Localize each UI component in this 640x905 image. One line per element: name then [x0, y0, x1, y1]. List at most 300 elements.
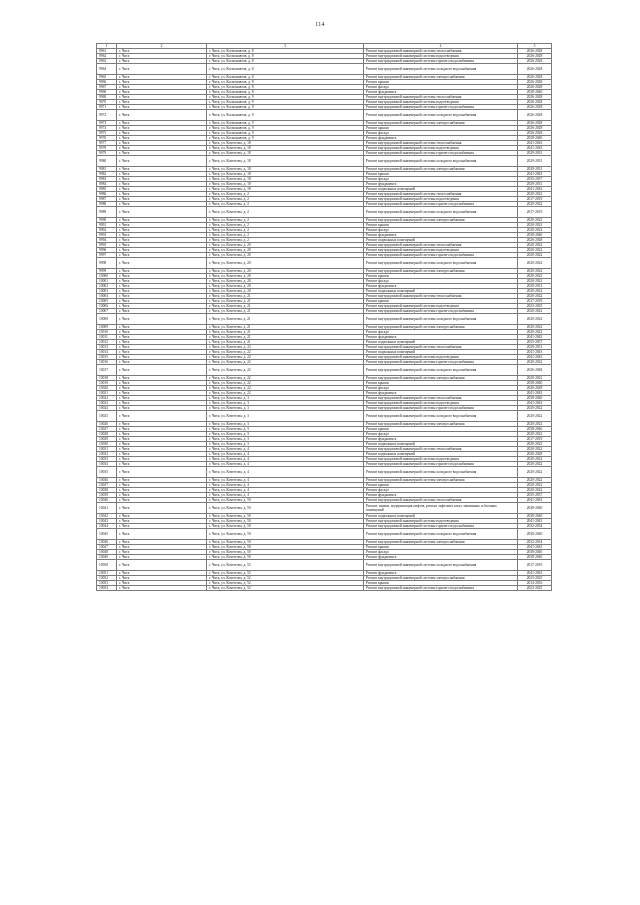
row-address: г. Чита, ул. Кочетгова, д. 2 — [207, 218, 364, 223]
row-locality: г. Чита — [117, 422, 207, 427]
row-locality: г. Чита — [117, 381, 207, 386]
row-term: 2020-2022 — [518, 202, 552, 207]
row-locality: г. Чита — [117, 85, 207, 90]
row-number: 10018 — [97, 376, 117, 381]
row-address: г. Чита, ул. Космонавтов, д. 9 — [207, 95, 364, 100]
row-term: 2020-2022 — [518, 192, 552, 197]
row-locality: г. Чита — [117, 325, 207, 330]
row-work-type: Ремонт фасада — [364, 177, 518, 182]
row-work-type: Ремонт подвальных помещений — [364, 187, 518, 192]
row-term: 2041-2043 — [518, 545, 552, 550]
row-work-type: Ремонт внутридомовой инженерной системы горячего водоснабжения — [364, 151, 518, 156]
row-locality: г. Чита — [117, 136, 207, 141]
row-address: г. Чита, ул. Кочетгова, д. 50 — [207, 545, 364, 550]
row-address: г. Чита, ул. Кочетгова, д. 18 — [207, 151, 364, 156]
row-number: 9983 — [97, 177, 117, 182]
row-number: 9992 — [97, 228, 117, 233]
row-term: 2041-2043 — [518, 498, 552, 503]
row-number: 10020 — [97, 386, 117, 391]
row-work-type: Ремонт внутридомовой инженерной системы водоотведения — [364, 355, 518, 360]
row-address: г. Чита, ул. Кочетгова, д. 2 — [207, 233, 364, 238]
row-work-type: Ремонт фасада — [364, 85, 518, 90]
row-work-type: Ремонт внутридомовой инженерной системы водоотведения — [364, 457, 518, 462]
row-number: 10000 — [97, 274, 117, 279]
row-locality: г. Чита — [117, 406, 207, 411]
row-address: г. Чита, ул. Космонавтов, д. 9 — [207, 136, 364, 141]
row-address: г. Чита, ул. Кочетгова, д. 20 — [207, 248, 364, 253]
row-address: г. Чита, ул. Кочетгова, д. 3 — [207, 396, 364, 401]
row-locality: г. Чита — [117, 218, 207, 223]
row-term: 2041-2043 — [518, 391, 552, 396]
row-address: г. Чита, ул. Кочетгова, д. 21 — [207, 314, 364, 325]
row-locality: г. Чита — [117, 503, 207, 514]
row-locality: г. Чита — [117, 238, 207, 243]
row-work-type: Ремонт фундамента — [364, 391, 518, 396]
row-number: 10011 — [97, 335, 117, 340]
row-work-type: Ремонт внутридомовой инженерной системы горячего водоснабжения — [364, 462, 518, 467]
row-number: 9984 — [97, 182, 117, 187]
row-number: 9994 — [97, 238, 117, 243]
row-number: 10049 — [97, 555, 117, 560]
table-row — [97, 64, 552, 75]
row-locality: г. Чита — [117, 289, 207, 294]
row-term: 2041-2043 — [518, 172, 552, 177]
row-number: 10031 — [97, 447, 117, 452]
row-address: г. Чита, ул. Кочетгова, д. 50 — [207, 540, 364, 545]
row-locality: г. Чита — [117, 151, 207, 156]
row-work-type: Ремонт крыши — [364, 581, 518, 586]
row-number: 10005 — [97, 299, 117, 304]
row-number: 9967 — [97, 85, 117, 90]
row-locality: г. Чита — [117, 581, 207, 586]
row-work-type: Ремонт внутридомовой инженерной системы теплоснабжения — [364, 243, 518, 248]
row-number: 9961 — [97, 49, 117, 54]
row-term: 2029-2031 — [518, 345, 552, 350]
row-number: 9966 — [97, 80, 117, 85]
row-locality: г. Чита — [117, 488, 207, 493]
row-term: 2029-2031 — [518, 151, 552, 156]
row-locality: г. Чита — [117, 182, 207, 187]
row-locality: г. Чита — [117, 330, 207, 335]
table-row — [97, 365, 552, 376]
row-work-type: Ремонт фундамента — [364, 437, 518, 442]
row-address: г. Чита, ул. Кочетгова, д. 22 — [207, 391, 364, 396]
row-work-type: Ремонт фундамента — [364, 136, 518, 141]
row-number: 10045 — [97, 529, 117, 540]
row-address: г. Чита, ул. Кочетгова, д. 22 — [207, 355, 364, 360]
row-locality: г. Чита — [117, 411, 207, 422]
row-locality: г. Чита — [117, 131, 207, 136]
row-work-type: Ремонт внутридомовой инженерной системы горячего водоснабжения — [364, 309, 518, 314]
row-locality: г. Чита — [117, 457, 207, 462]
row-work-type: Ремонт фундамента — [364, 90, 518, 95]
row-work-type: Ремонт фундамента — [364, 571, 518, 576]
row-locality: г. Чита — [117, 529, 207, 540]
row-work-type: Ремонт внутридомовой инженерной системы холодного водоснабжения — [364, 207, 518, 218]
row-locality: г. Чита — [117, 396, 207, 401]
row-locality: г. Чита — [117, 340, 207, 345]
row-number: 10014 — [97, 350, 117, 355]
row-term: 2020-2022 — [518, 411, 552, 422]
row-address: г. Чита, ул. Кочетгова, д. 3 — [207, 406, 364, 411]
row-number: 9969 — [97, 95, 117, 100]
table-row — [97, 467, 552, 478]
row-work-type: Ремонт внутридомовой инженерной системы холодного водоснабжения — [364, 314, 518, 325]
row-work-type: Ремонт внутридомовой инженерной системы горячего водоснабжения — [364, 105, 518, 110]
row-work-type: Ремонт фасада — [364, 432, 518, 437]
row-work-type: Ремонт внутридомовой инженерной системы горячего водоснабжения — [364, 524, 518, 529]
row-number: 9965 — [97, 75, 117, 80]
row-work-type: Ремонт крыши — [364, 299, 518, 304]
row-number: 10046 — [97, 540, 117, 545]
row-number: 10004 — [97, 294, 117, 299]
row-locality: г. Чита — [117, 110, 207, 121]
row-address: г. Чита, ул. Кочетгова, д. 3 — [207, 401, 364, 406]
row-term: 2020-2022 — [518, 406, 552, 411]
row-locality: г. Чита — [117, 376, 207, 381]
row-term: 2023-2025 — [518, 304, 552, 309]
row-work-type: Ремонт фасада — [364, 228, 518, 233]
row-address: г. Чита, ул. Космонавтов, д. 8 — [207, 90, 364, 95]
row-work-type: Ремонт внутридомовой инженерной системы холодного водоснабжения — [364, 411, 518, 422]
row-address: г. Чита, ул. Кочетгова, д. 20 — [207, 289, 364, 294]
row-locality: г. Чита — [117, 437, 207, 442]
row-address: г. Чита, ул. Космонавтов, д. 9 — [207, 100, 364, 105]
row-address: г. Чита, ул. Кочетгова, д. 3 — [207, 432, 364, 437]
column-header-address: 3 — [207, 44, 364, 49]
row-work-type: Ремонт внутридомовой инженерной системы горячего водоснабжения — [364, 360, 518, 365]
row-work-type: Ремонт фасада — [364, 279, 518, 284]
row-number: 10006 — [97, 304, 117, 309]
row-number: 10032 — [97, 452, 117, 457]
row-term: 2041-2043 — [518, 519, 552, 524]
row-number: 10035 — [97, 467, 117, 478]
row-address: г. Чита, ул. Кочетгова, д. 50 — [207, 519, 364, 524]
row-address: г. Чита, ул. Кочетгова, д. 2 — [207, 192, 364, 197]
row-work-type: Ремонт внутридомовой инженерной системы холодного водоснабжения — [364, 64, 518, 75]
row-address: г. Чита, ул. Кочетгова, д. 22 — [207, 350, 364, 355]
row-locality: г. Чита — [117, 493, 207, 498]
row-term: 2020-2022 — [518, 269, 552, 274]
row-work-type: Ремонт внутридомовой инженерной системы теплоснабжения — [364, 294, 518, 299]
row-address: г. Чита, ул. Кочетгова, д. 18 — [207, 167, 364, 172]
row-term: 2020-2022 — [518, 376, 552, 381]
row-locality: г. Чита — [117, 192, 207, 197]
row-address: г. Чита, ул. Кочетгова, д. 4 — [207, 462, 364, 467]
row-term: 2014-2016 — [518, 581, 552, 586]
row-work-type: Ремонт внутридомовой инженерной системы электроснабжения — [364, 540, 518, 545]
row-address: г. Чита, ул. Кочетгова, д. 22 — [207, 345, 364, 350]
row-locality: г. Чита — [117, 571, 207, 576]
row-number: 10029 — [97, 437, 117, 442]
row-work-type: Ремонт фундамента — [364, 182, 518, 187]
row-number: 10021 — [97, 391, 117, 396]
row-term: 2041-2043 — [518, 335, 552, 340]
row-address: г. Чита, ул. Кочетгова, д. 50 — [207, 498, 364, 503]
row-locality: г. Чита — [117, 427, 207, 432]
row-work-type: Ремонт подвальных помещений — [364, 238, 518, 243]
row-locality: г. Чита — [117, 391, 207, 396]
row-address: г. Чита, ул. Космонавтов, д. 8 — [207, 75, 364, 80]
table-row — [97, 207, 552, 218]
row-term: 2026-2028 — [518, 365, 552, 376]
row-number: 10030 — [97, 442, 117, 447]
row-number: 10027 — [97, 427, 117, 432]
row-address: г. Чита, ул. Кочетгова, д. 22 — [207, 365, 364, 376]
row-term: 2038-2040 — [518, 529, 552, 540]
row-term: 2026-2028 — [518, 49, 552, 54]
row-address: г. Чита, ул. Кочетгова, д. 3 — [207, 437, 364, 442]
table-row — [97, 258, 552, 269]
row-number: 10002 — [97, 284, 117, 289]
row-locality: г. Чита — [117, 243, 207, 248]
row-locality: г. Чита — [117, 586, 207, 591]
row-number: 10043 — [97, 519, 117, 524]
row-work-type: Ремонт внутридомовой инженерной системы холодного водоснабжения — [364, 529, 518, 540]
row-locality: г. Чита — [117, 452, 207, 457]
row-term: 2020-2022 — [518, 289, 552, 294]
row-work-type: Ремонт внутридомовой инженерной системы холодного водоснабжения — [364, 365, 518, 376]
row-address: г. Чита, ул. Кочетгова, д. 4 — [207, 483, 364, 488]
row-term: 2020-2022 — [518, 483, 552, 488]
row-work-type: Ремонт внутридомовой инженерной системы теплоснабжения — [364, 498, 518, 503]
row-locality: г. Чита — [117, 462, 207, 467]
row-term: 2035-2037 — [518, 340, 552, 345]
row-address: г. Чита, ул. Кочетгова, д. 4 — [207, 493, 364, 498]
row-locality: г. Чита — [117, 75, 207, 80]
row-locality: г. Чита — [117, 126, 207, 131]
row-term: 2026-2028 — [518, 59, 552, 64]
row-term: 2035-2037 — [518, 493, 552, 498]
row-term: 2020-2022 — [518, 488, 552, 493]
row-work-type: Ремонт крыши — [364, 126, 518, 131]
row-work-type: Ремонт крыши — [364, 381, 518, 386]
row-term: 2020-2022 — [518, 462, 552, 467]
row-address: г. Чита, ул. Кочетгова, д. 50 — [207, 555, 364, 560]
row-term: 2017-2019 — [518, 437, 552, 442]
row-number: 9995 — [97, 243, 117, 248]
row-term: 2041-2043 — [518, 355, 552, 360]
row-work-type: Ремонт фундамента — [364, 284, 518, 289]
row-number: 10054 — [97, 586, 117, 591]
row-locality: г. Чита — [117, 269, 207, 274]
row-number: 10051 — [97, 571, 117, 576]
row-work-type: Ремонт внутридомовой инженерной системы водоотведения — [364, 304, 518, 309]
row-term: 2029-2031 — [518, 156, 552, 167]
row-locality: г. Чита — [117, 560, 207, 571]
row-work-type: Ремонт внутридомовой инженерной системы электроснабжения — [364, 422, 518, 427]
row-term: 2026-2028 — [518, 126, 552, 131]
row-address: г. Чита, ул. Космонавтов, д. 8 — [207, 64, 364, 75]
row-work-type: Ремонт внутридомовой инженерной системы электроснабжения — [364, 376, 518, 381]
row-address: г. Чита, ул. Космонавтов, д. 9 — [207, 131, 364, 136]
row-term: 2026-2028 — [518, 64, 552, 75]
row-number: 10048 — [97, 550, 117, 555]
row-locality: г. Чита — [117, 545, 207, 550]
row-term: 2020-2022 — [518, 253, 552, 258]
row-address: г. Чита, ул. Космонавтов, д. 8 — [207, 49, 364, 54]
row-locality: г. Чита — [117, 156, 207, 167]
column-header-term: 5 — [518, 44, 552, 49]
column-header-work-type: 4 — [364, 44, 518, 49]
row-work-type: Ремонт крыши — [364, 427, 518, 432]
row-locality: г. Чита — [117, 141, 207, 146]
row-work-type: Ремонт крыши — [364, 223, 518, 228]
row-locality: г. Чита — [117, 309, 207, 314]
row-locality: г. Чита — [117, 80, 207, 85]
row-work-type: Ремонт крыши — [364, 80, 518, 85]
row-locality: г. Чита — [117, 146, 207, 151]
row-locality: г. Чита — [117, 167, 207, 172]
table-row — [97, 156, 552, 167]
row-address: г. Чита, ул. Кочетгова, д. 4 — [207, 488, 364, 493]
row-number: 9964 — [97, 64, 117, 75]
row-locality: г. Чита — [117, 432, 207, 437]
row-address: г. Чита, ул. Кочетгова, д. 18 — [207, 141, 364, 146]
row-number: 9998 — [97, 258, 117, 269]
row-address: г. Чита, ул. Кочетгова, д. 20 — [207, 274, 364, 279]
row-address: г. Чита, ул. Кочетгова, д. 20 — [207, 279, 364, 284]
row-number: 10009 — [97, 325, 117, 330]
row-address: г. Чита, ул. Космонавтов, д. 8 — [207, 54, 364, 59]
column-header-locality: 2 — [117, 44, 207, 49]
row-work-type: Ремонт внутридомовой инженерной системы теплоснабжения — [364, 447, 518, 452]
row-locality: г. Чита — [117, 299, 207, 304]
row-work-type: Ремонт внутридомовой инженерной системы электроснабжения — [364, 121, 518, 126]
row-term: 2038-2040 — [518, 381, 552, 386]
row-term: 2020-2022 — [518, 314, 552, 325]
row-work-type: Ремонт внутридомовой инженерной системы водоотведения — [364, 248, 518, 253]
row-work-type: Ремонт внутридомовой инженерной системы теплоснабжения — [364, 345, 518, 350]
row-address: г. Чита, ул. Кочетгова, д. 52 — [207, 571, 364, 576]
row-work-type: Ремонт внутридомовой инженерной системы теплоснабжения — [364, 49, 518, 54]
row-locality: г. Чита — [117, 223, 207, 228]
row-term: 2020-2022 — [518, 309, 552, 314]
row-number: 10044 — [97, 524, 117, 529]
row-address: г. Чита, ул. Кочетгова, д. 20 — [207, 253, 364, 258]
row-address: г. Чита, ул. Кочетгова, д. 18 — [207, 177, 364, 182]
row-locality: г. Чита — [117, 248, 207, 253]
row-work-type: Ремонт подвальных помещений — [364, 350, 518, 355]
row-work-type: Ремонт фасада — [364, 488, 518, 493]
row-number: 10033 — [97, 457, 117, 462]
row-work-type: Ремонт внутридомовой инженерной системы теплоснабжения — [364, 141, 518, 146]
row-number: 10039 — [97, 493, 117, 498]
row-locality: г. Чита — [117, 294, 207, 299]
row-locality: г. Чита — [117, 555, 207, 560]
page-number: 114 — [315, 22, 325, 28]
row-number: 9991 — [97, 223, 117, 228]
row-number: 10019 — [97, 381, 117, 386]
row-work-type: Ремонт, замена, модернизация лифтов, ремонт лифтовых шахт, машинных и блочных помещений — [364, 503, 518, 514]
row-locality: г. Чита — [117, 187, 207, 192]
row-term: 2029-2031 — [518, 167, 552, 172]
row-term: 2032-2034 — [518, 524, 552, 529]
row-number: 9970 — [97, 100, 117, 105]
row-locality: г. Чита — [117, 442, 207, 447]
row-locality: г. Чита — [117, 478, 207, 483]
row-work-type: Ремонт фундамента — [364, 493, 518, 498]
row-work-type: Ремонт внутридомовой инженерной системы электроснабжения — [364, 218, 518, 223]
row-address: г. Чита, ул. Кочетгова, д. 22 — [207, 360, 364, 365]
row-term: 2041-2043 — [518, 187, 552, 192]
row-address: г. Чита, ул. Кочетгова, д. 18 — [207, 182, 364, 187]
row-work-type: Ремонт внутридомовой инженерной системы горячего водоснабжения — [364, 586, 518, 591]
row-address: г. Чита, ул. Кочетгова, д. 4 — [207, 467, 364, 478]
row-work-type: Ремонт внутридомовой инженерной системы горячего водоснабжения — [364, 406, 518, 411]
row-work-type: Ремонт внутридомовой инженерной системы электроснабжения — [364, 269, 518, 274]
row-number: 10016 — [97, 360, 117, 365]
row-number: 10038 — [97, 488, 117, 493]
row-address: г. Чита, ул. Кочетгова, д. 18 — [207, 146, 364, 151]
row-address: г. Чита, ул. Космонавтов, д. 9 — [207, 121, 364, 126]
row-term: 2020-2022 — [518, 279, 552, 284]
row-number: 9999 — [97, 269, 117, 274]
row-work-type: Ремонт фасада — [364, 131, 518, 136]
row-term: 2038-2040 — [518, 90, 552, 95]
row-address: г. Чита, ул. Кочетгова, д. 2 — [207, 238, 364, 243]
row-term: 2038-2040 — [518, 550, 552, 555]
row-number: 9976 — [97, 136, 117, 141]
row-number: 10017 — [97, 365, 117, 376]
row-term: 2020-2022 — [518, 360, 552, 365]
row-term: 2020-2022 — [518, 442, 552, 447]
row-locality: г. Чита — [117, 335, 207, 340]
row-number: 10036 — [97, 478, 117, 483]
row-address: г. Чита, ул. Кочетгова, д. 21 — [207, 294, 364, 299]
row-address: г. Чита, ул. Космонавтов, д. 8 — [207, 59, 364, 64]
row-term: 2020-2022 — [518, 258, 552, 269]
row-term: 2035-2037 — [518, 177, 552, 182]
row-term: 2020-2022 — [518, 447, 552, 452]
row-locality: г. Чита — [117, 284, 207, 289]
row-number: 9962 — [97, 54, 117, 59]
row-term: 2038-2040 — [518, 514, 552, 519]
row-term: 2020-2022 — [518, 294, 552, 299]
row-locality: г. Чита — [117, 121, 207, 126]
row-term: 2020-2022 — [518, 243, 552, 248]
row-work-type: Ремонт подвальных помещений — [364, 289, 518, 294]
row-locality: г. Чита — [117, 550, 207, 555]
row-locality: г. Чита — [117, 345, 207, 350]
row-locality: г. Чита — [117, 447, 207, 452]
row-number: 10024 — [97, 406, 117, 411]
table-row — [97, 314, 552, 325]
row-address: г. Чита, ул. Кочетгова, д. 50 — [207, 529, 364, 540]
row-work-type: Ремонт внутридомовой инженерной системы электроснабжения — [364, 325, 518, 330]
row-number: 10034 — [97, 462, 117, 467]
row-term: 2026-2028 — [518, 80, 552, 85]
row-number: 9982 — [97, 172, 117, 177]
row-address: г. Чита, ул. Кочетгова, д. 52 — [207, 586, 364, 591]
row-address: г. Чита, ул. Кочетгова, д. 2 — [207, 197, 364, 202]
row-locality: г. Чита — [117, 95, 207, 100]
row-number: 9985 — [97, 187, 117, 192]
row-address: г. Чита, ул. Кочетгова, д. 21 — [207, 340, 364, 345]
row-work-type: Ремонт внутридомовой инженерной системы горячего водоснабжения — [364, 59, 518, 64]
row-address: г. Чита, ул. Кочетгова, д. 50 — [207, 503, 364, 514]
row-address: г. Чита, ул. Кочетгова, д. 21 — [207, 304, 364, 309]
row-term: 2017-2019 — [518, 197, 552, 202]
row-term: 2020-2022 — [518, 457, 552, 462]
row-address: г. Чита, ул. Кочетгова, д. 4 — [207, 452, 364, 457]
row-address: г. Чита, ул. Кочетгова, д. 21 — [207, 330, 364, 335]
row-number: 9997 — [97, 253, 117, 258]
row-address: г. Чита, ул. Кочетгова, д. 20 — [207, 243, 364, 248]
row-work-type: Ремонт внутридомовой инженерной системы теплоснабжения — [364, 396, 518, 401]
row-term: 2020-2022 — [518, 330, 552, 335]
row-number: 9979 — [97, 151, 117, 156]
